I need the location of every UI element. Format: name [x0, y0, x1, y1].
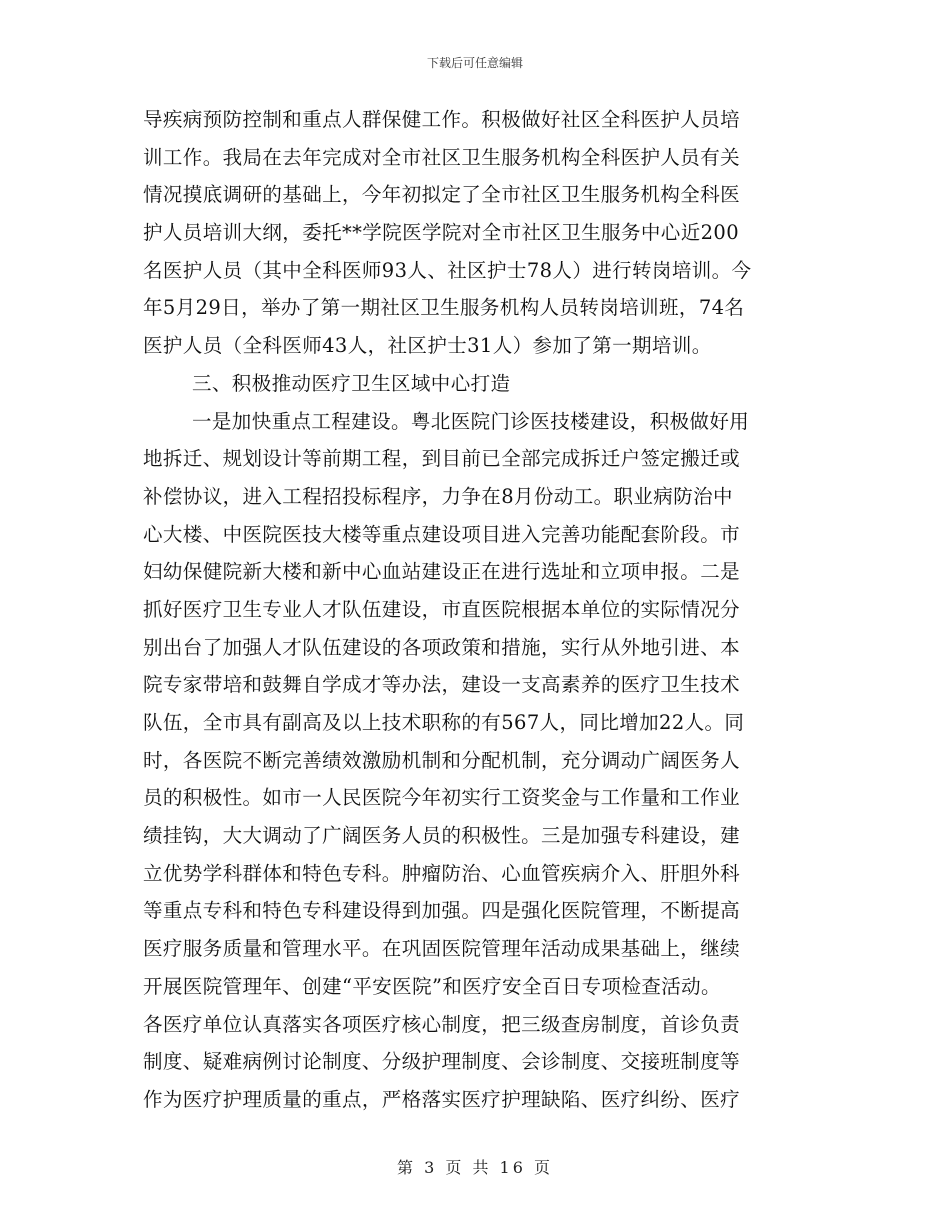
text-line: 补偿协议，进入工程招投标程序，力争在8月份动工。职业病防治中: [143, 484, 733, 508]
text-line: 情况摸底调研的基础上，今年初拟定了全市社区卫生服务机构全科医: [143, 183, 741, 207]
text-line: 等重点专科和特色专科建设得到加强。四是强化医院管理，不断提高: [143, 899, 741, 923]
page-header: 下载后可任意编辑: [426, 56, 523, 70]
text-line: 各医疗单位认真落实各项医疗核心制度，把三级查房制度，首诊负责: [143, 1012, 741, 1036]
text-line: 导疾病预防控制和重点人群保健工作。积极做好社区全科医护人员培: [143, 108, 741, 131]
text-line: 绩挂钩，大大调动了广阔医务人员的积极性。三是加强专科建设，建: [143, 824, 741, 848]
text-line: 立优势学科群体和特色专科。肿瘤防治、心血管疾病介入、肝胆外科: [143, 861, 741, 885]
text-line: 开展医院管理年、创建“平安医院”和医疗安全百日专项检查活动。: [143, 974, 721, 998]
text-line: 制度、疑难病例讨论制度、分级护理制度、会诊制度、交接班制度等: [143, 1050, 741, 1074]
text-line: 名医护人员（其中全科医师93人、社区护士78人）进行转岗培训。今: [143, 258, 752, 282]
section-heading: 三、积极推动医疗卫生区域中心打造: [192, 371, 511, 395]
text-line: 妇幼保健院新大楼和新中心血站建设正在进行选址和立项申报。二是: [143, 560, 741, 584]
text-line: 院专家带培和鼓舞自学成才等办法，建设一支高素养的医疗卫生技术: [143, 673, 741, 697]
text-line: 地拆迁、规划设计等前期工程，到目前已全部完成拆迁户签定搬迁或: [143, 447, 741, 471]
document-body: [143, 101, 808, 1119]
text-line: 医护人员（全科医师43人，社区护士31人）参加了第一期培训。: [143, 334, 712, 358]
text-line: 训工作。我局在去年完成对全市社区卫生服务机构全科医护人员有关: [143, 145, 741, 169]
text-line: 心大楼、中医院医技大楼等重点建设项目进入完善功能配套阶段。市: [143, 522, 741, 546]
text-line: 别出台了加强人才队伍建设的各项政策和措施，实行从外地引进、本: [143, 635, 741, 659]
paragraph-first-line: 一是加快重点工程建设。粤北医院门诊医技楼建设，积极做好用: [192, 409, 750, 433]
text-line: 作为医疗护理质量的重点，严格落实医疗护理缺陷、医疗纠纷、医疗: [143, 1087, 741, 1111]
text-line: 年5月29日，举办了第一期社区卫生服务机构人员转岗培训班，74名: [143, 296, 745, 320]
text-line: 护人员培训大纲，委托**学院医学院对全市社区卫生服务中心近200: [143, 221, 740, 245]
text-line: 队伍，全市具有副高及以上技术职称的有567人，同比增加22人。同: [143, 711, 745, 734]
text-line: 时，各医院不断完善绩效激励机制和分配机制，充分调动广阔医务人: [143, 748, 741, 772]
page-number-footer: 第 3 页 共 16 页: [397, 1158, 553, 1177]
text-line: 抓好医疗卫生专业人才队伍建设，市直医院根据本单位的实际情况分: [143, 597, 741, 621]
text-line: 员的积极性。如市一人民医院今年初实行工资奖金与工作量和工作业: [143, 786, 741, 810]
text-line: 医疗服务质量和管理水平。在巩固医院管理年活动成果基础上，继续: [143, 937, 741, 961]
